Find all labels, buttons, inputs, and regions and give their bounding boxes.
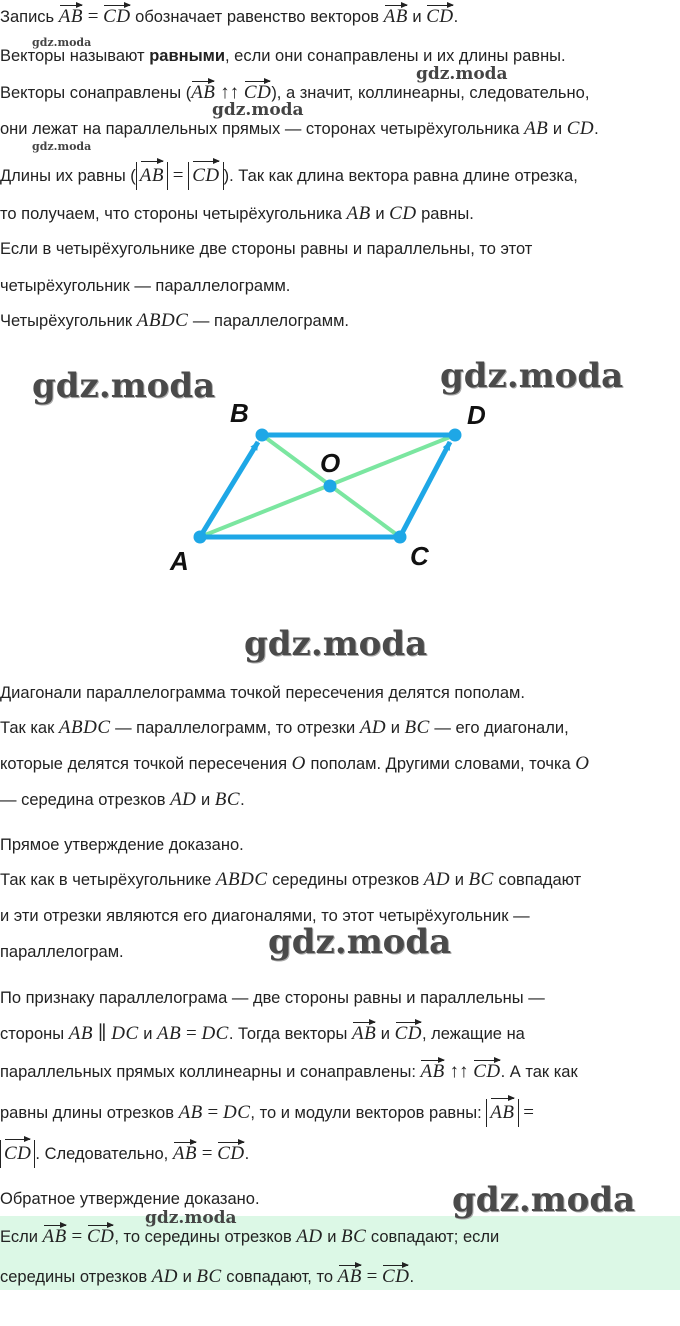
label-d: D [467,400,486,430]
bold-term: равными [149,47,226,65]
text-line: Запись AB = CD обозначает равенство векторов AB и CD. [0,6,459,27]
watermark: gdz.moda [416,64,508,84]
watermark: gdz.moda [32,366,216,406]
text-line: они лежат на параллельных прямых — сторонах четырёхугольника AB и CD. [0,118,599,139]
watermark: gdz.moda [244,624,428,664]
watermark: gdz.moda [32,140,92,153]
text-line: которые делятся точкой пересечения O пополам. Другими словами, точка O [0,753,590,774]
vector-ab: AB [58,6,83,27]
watermark: gdz.moda [268,922,452,962]
text-line: стороны AB ∥ DC и AB = DC. Тогда векторы AB и CD, лежащие на [0,1023,525,1044]
label-a: A [170,546,189,576]
text-line: — середина отрезков AD и BC. [0,789,245,810]
vector-cd: CD [103,6,131,27]
conclusion-line: Если AB = CD, то середины отрезков AD и BC совпадают; если [0,1226,500,1247]
text-line: Диагонали параллелограмма точкой пересечения делятся пополам. [0,684,525,702]
text-line: Четырёхугольник ABDC — параллелограмм. [0,310,349,331]
text-line: и эти отрезки являются его диагоналями, то этот четырёхугольник — [0,907,530,925]
watermark: gdz.moda [145,1208,237,1228]
text-line: Векторы называют равными, если они сонаправлены и их длины равны. [0,47,566,65]
text-line: то получаем, что стороны четырёхугольника AB и CD равны. [0,203,474,224]
label-c: C [410,541,429,571]
text-line: параллелограм. [0,943,124,961]
watermark: gdz.moda [32,36,92,49]
label-b: B [230,398,249,428]
label-o: O [320,448,341,478]
text-line: четырёхугольник — параллелограмм. [0,277,291,295]
point-c [394,531,407,544]
point-o [324,480,337,493]
text-line: Прямое утверждение доказано. [0,836,244,854]
vector-cd-arrow [400,442,450,537]
text-line: CD . Следовательно, AB = CD. [0,1140,249,1168]
text-line: равны длины отрезков AB = DC, то и модули векторов равны: AB = [0,1099,534,1127]
text-line: Обратное утверждение доказано. [0,1190,260,1208]
text-line: параллельных прямых коллинеарны и сонаправлены: AB ↑↑ CD. А так как [0,1061,578,1082]
point-d [449,429,462,442]
watermark: gdz.moda [452,1180,636,1220]
text-line: Длины их равны ( AB = CD ). Так как длина вектора равна длине отрезка, [0,162,578,190]
text-line: Векторы сонаправлены (AB ↑↑ CD), а значит, коллинеарны, следовательно, [0,82,590,103]
point-a [194,531,207,544]
vector-ab-arrow [200,442,258,537]
text-line: Так как в четырёхугольнике ABDC середины отрезков AD и BC совпадают [0,869,582,890]
text-line: По признаку параллелограма — две стороны равны и параллельны — [0,989,545,1007]
point-b [256,429,269,442]
text-line: Так как ABDC — параллелограмм, то отрезки AD и BC — его диагонали, [0,717,569,738]
watermark: gdz.moda [440,356,624,396]
watermark: gdz.moda [212,100,304,120]
text-line: Если в четырёхугольнике две стороны равны и параллельны, то этот [0,240,533,258]
conclusion-line: середины отрезков AD и BC совпадают, то AB = CD. [0,1266,415,1287]
